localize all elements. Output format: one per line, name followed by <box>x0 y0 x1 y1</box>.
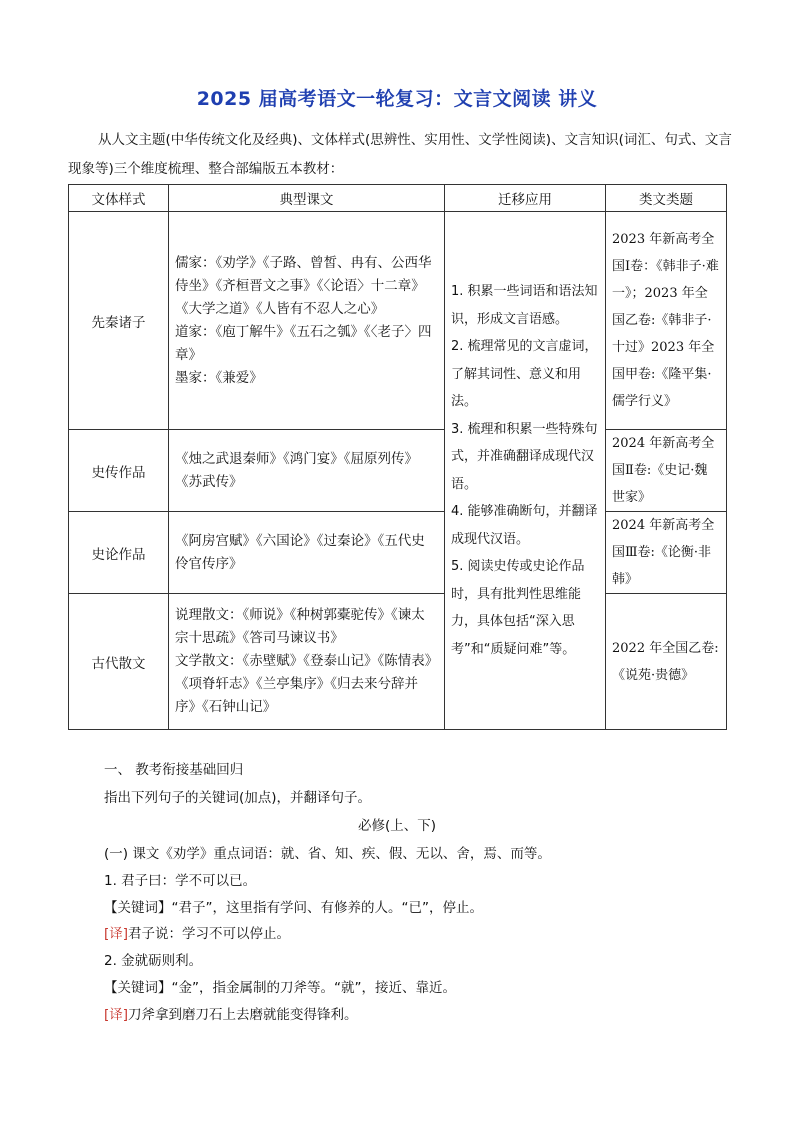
keyword-line <box>104 896 483 916</box>
text-line: 《阿房宫赋》《六国论》《过秦论》《五代史伶官传序》 <box>175 532 425 572</box>
section-heading: 一、 教考衔接基础回归 <box>104 762 244 778</box>
keyword-label: 【关键词】 <box>104 900 172 916</box>
genre-cell: 古代散文 <box>69 594 169 730</box>
genre-cell: 史传作品 <box>69 430 169 512</box>
header-exam: 类文类题 <box>606 185 727 212</box>
keyword-text: “君子”，这里指有学问、有修养的人。“已”，停止。 <box>171 900 483 916</box>
transfer-item: 3. 梳理和积累一些特殊句式，并准确翻译成现代汉语。 <box>451 421 598 492</box>
exam-cell: 2024 年新高考全国Ⅲ卷:《论衡·非韩》 <box>606 512 727 594</box>
section-instruction: 指出下列句子的关键词(加点)，并翻译句子。 <box>104 790 372 806</box>
translation-label: [译] <box>104 1007 129 1023</box>
text-line: 墨家：《兼爱》 <box>175 369 263 386</box>
intro-paragraph: 从人文主题(中华传统文化及经典)、文体样式(思辨性、实用性、文学性阅读)、文言知识(词汇、句式、文言现象等)三个维度梳理、整合部编版五本教材： <box>68 132 732 177</box>
exercise-sentence: 2. 金就砺则利。 <box>104 953 203 969</box>
keyword-label: 【关键词】 <box>104 980 172 996</box>
translation-line <box>104 1003 358 1023</box>
texts-cell <box>169 512 445 594</box>
translation-text: 君子说：学习不可以停止。 <box>128 926 291 942</box>
header-genre: 文体样式 <box>69 185 169 212</box>
table-header-row <box>69 185 727 212</box>
exercise-sentence: 1. 君子曰：学不可以已。 <box>104 873 257 889</box>
translation-line <box>104 922 290 942</box>
table-row <box>69 512 727 594</box>
text-line: 说理散文：《师说》《种树郭橐驼传》《谏太宗十思疏》《答司马谏议书》 <box>175 607 425 646</box>
transfer-item: 2. 梳理常见的文言虚词，了解其词性、意义和用法。 <box>451 339 598 409</box>
table-row <box>69 594 727 730</box>
texts-cell <box>169 430 445 512</box>
text-line: 文学散文：《赤壁赋》《登泰山记》《陈情表》《项脊轩志》《兰亭集序》《归去来兮辞并序》《石钟山记》 <box>175 653 432 715</box>
translation-label: [译] <box>104 926 129 942</box>
texts-cell <box>169 594 445 730</box>
header-texts: 典型课文 <box>169 185 445 212</box>
keyword-line <box>104 976 456 996</box>
genre-cell: 先秦诸子 <box>69 212 169 430</box>
exam-cell: 2023 年新高考全国Ⅰ卷：《韩非子·难一》；2023 年全国乙卷:《韩非子·十过》2023 年全国甲卷:《隆平集·儒学行义》 <box>606 212 727 430</box>
page-title: 2025 届高考语文一轮复习：文言文阅读 讲义 <box>196 88 598 110</box>
exam-cell: 2022 年全国乙卷:《说苑·贵德》 <box>606 594 727 730</box>
translation-text: 刀斧拿到磨刀石上去磨就能变得锋利。 <box>128 1007 358 1023</box>
text-line: 道家：《庖丁解牛》《五石之瓠》《〈老子〉四章》 <box>175 323 432 363</box>
syllabus-table <box>68 184 727 730</box>
keyword-text: “金”，指金属制的刀斧等。“就”，接近、靠近。 <box>171 980 456 996</box>
transfer-cell <box>445 212 606 730</box>
texts-cell <box>169 212 445 430</box>
genre-cell: 史论作品 <box>69 512 169 594</box>
text-line: 《烛之武退秦师》《鸿门宴》《屈原列传》《苏武传》 <box>175 450 418 490</box>
transfer-item: 5. 阅读史传或史论作品时，具有批判性思维能力，具体包括“深入思考”和“质疑问难”等。 <box>451 559 585 657</box>
table-row <box>69 212 727 430</box>
lesson-line: (一) 课文《劝学》重点词语：就、省、知、疾、假、无以、舍，焉、而等。 <box>104 846 551 862</box>
section-subheading: 必修(上、下) <box>357 818 437 834</box>
table-row <box>69 430 727 512</box>
text-line: 儒家：《劝学》《子路、曾皙、冉有、公西华侍坐》《齐桓晋文之事》《〈论语〉十二章》《大学之道》《人皆有不忍人之心》 <box>175 254 432 317</box>
header-transfer: 迁移应用 <box>445 185 606 212</box>
transfer-item: 4. 能够准确断句，并翻译成现代汉语。 <box>451 504 598 547</box>
transfer-item: 1. 积累一些词语和语法知识，形成文言语感。 <box>451 284 598 327</box>
exam-cell: 2024 年新高考全国Ⅱ卷:《史记·魏世家》 <box>606 430 727 512</box>
